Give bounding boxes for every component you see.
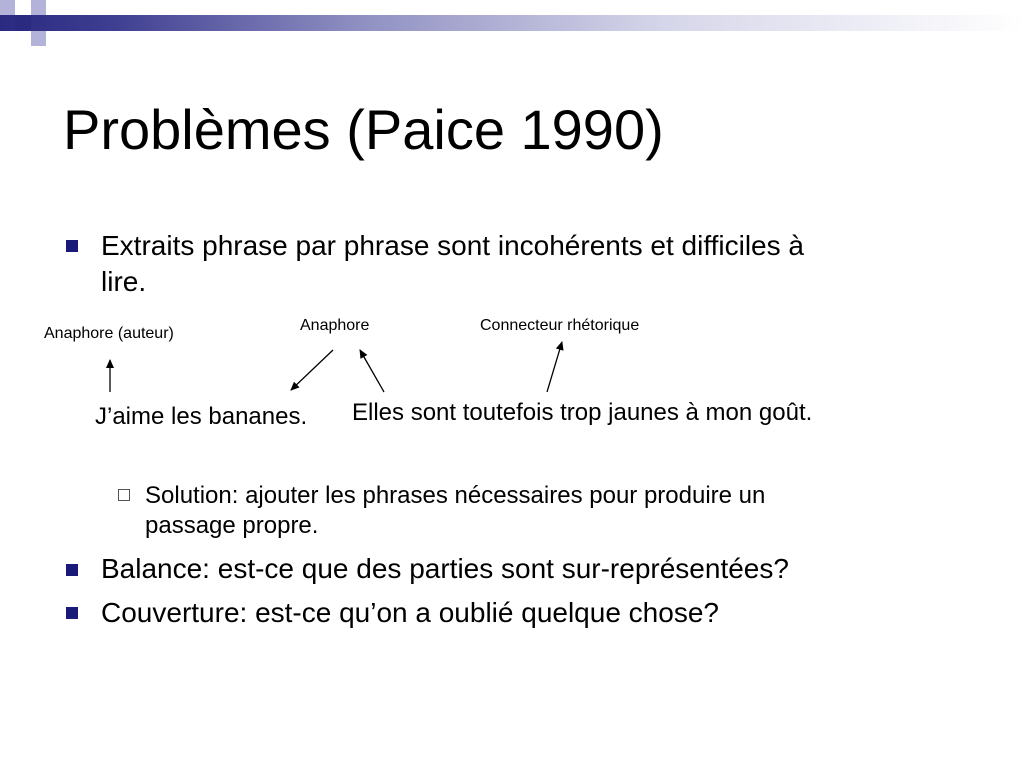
bullet-3: Couverture: est-ce qu’on a oublié quelque chose?: [101, 597, 719, 628]
example-sentence-1: J’aime les bananes.: [95, 403, 308, 430]
sub-bullet-line-2: passage propre.: [145, 512, 319, 539]
bullet-2: Balance: est-ce que des parties sont sur-représentées?: [101, 553, 789, 584]
example-sentence-2: Elles sont toutefois trop jaunes à mon goût.: [352, 399, 813, 426]
annotation-connecteur-rhetorique: Connecteur rhétorique: [480, 317, 640, 334]
sub-bullet-line-1: Solution: ajouter les phrases nécessaires pour produire un: [145, 482, 766, 509]
annotation-anaphore-auteur: Anaphore (auteur): [44, 325, 174, 342]
bullet-1-line-1: Extraits phrase par phrase sont incohérents et difficiles à: [101, 230, 804, 261]
sub-bullet-square-icon: [118, 489, 130, 501]
bullet-1-line-2: lire.: [101, 266, 147, 297]
header-gradient-bar: [0, 15, 1024, 31]
annotation-anaphore: Anaphore: [300, 317, 370, 334]
bullet-square-icon: [66, 240, 78, 252]
bullet-square-icon: [66, 564, 78, 576]
bullet-square-icon: [66, 607, 78, 619]
decorative-squares: [0, 0, 80, 62]
slide-title: Problèmes (Paice 1990): [63, 98, 664, 161]
